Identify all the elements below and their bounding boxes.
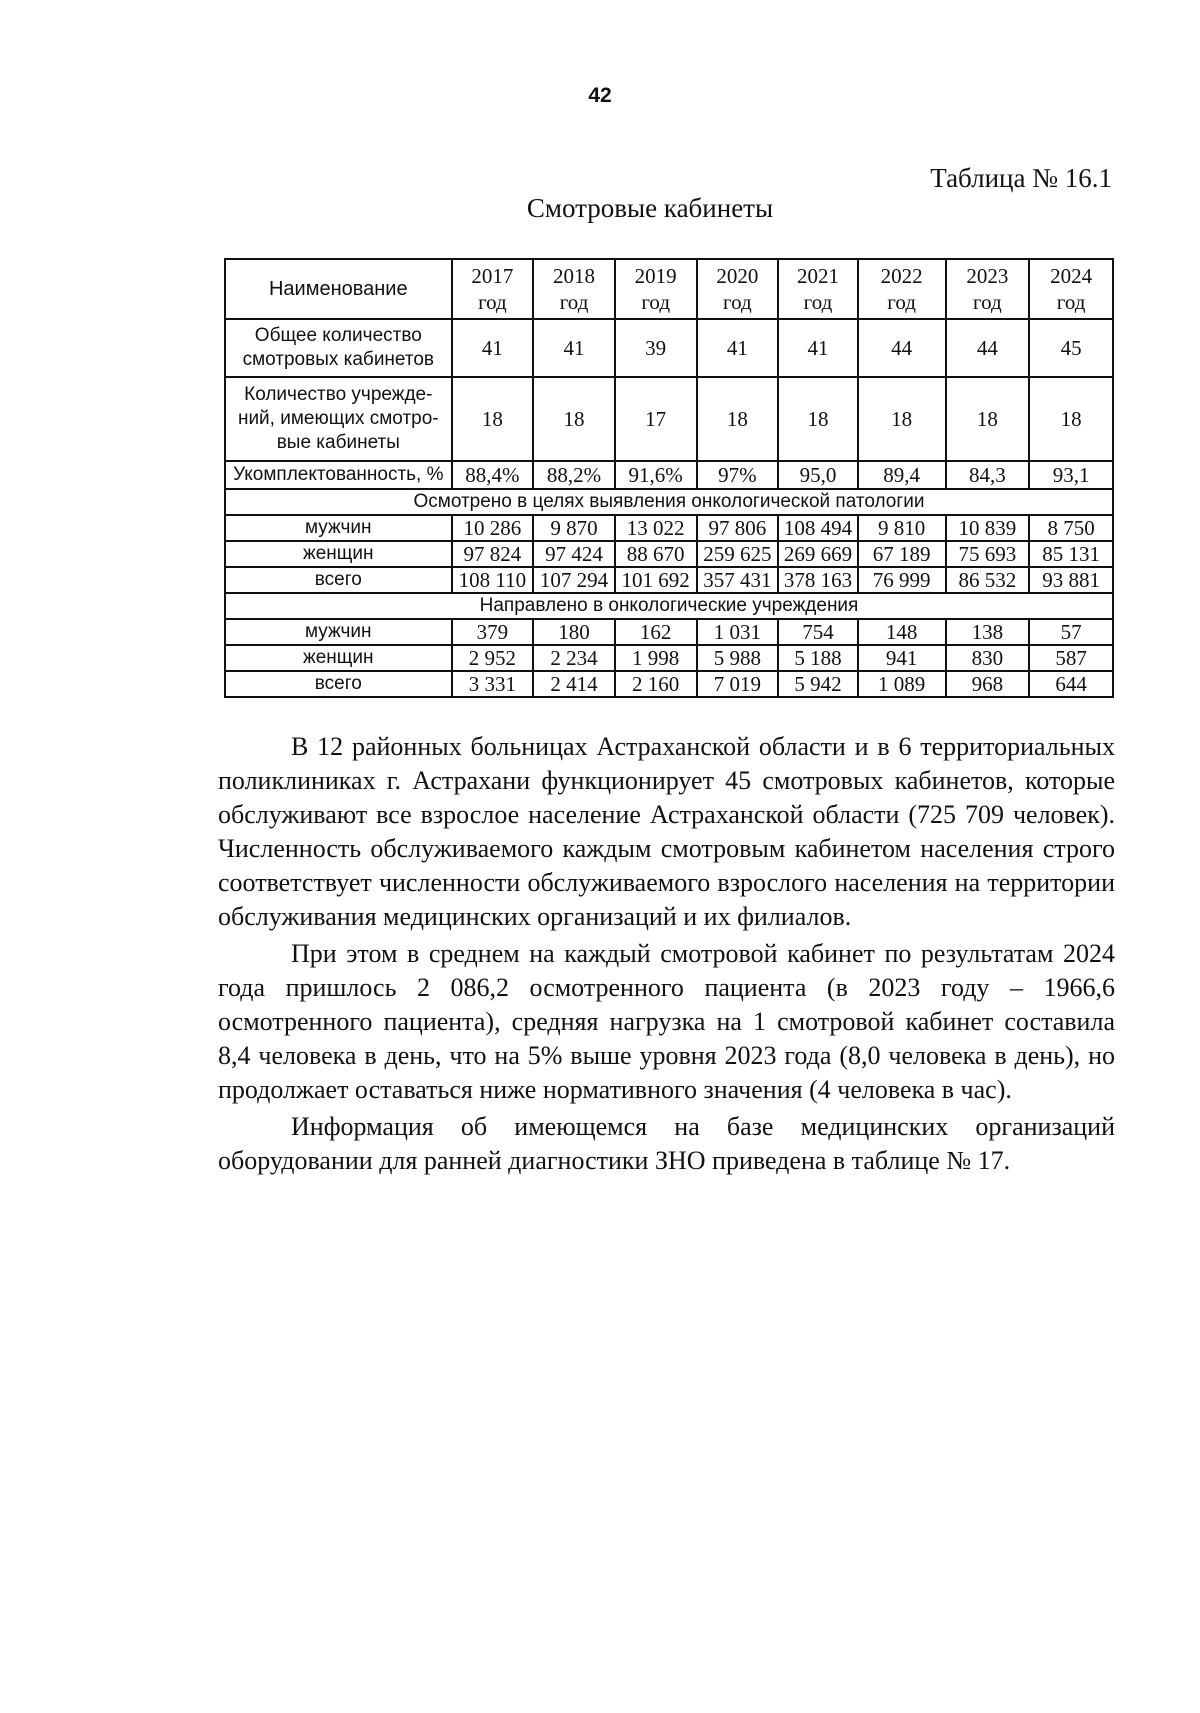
table-cell: 1 031	[697, 619, 779, 645]
table-cell: 57	[1029, 619, 1113, 645]
table-cell: 378 163	[778, 567, 858, 593]
table-cell: 91,6%	[615, 461, 697, 489]
table-cell: 13 022	[615, 515, 697, 541]
table-cell: 76 999	[858, 567, 946, 593]
column-header-year	[697, 259, 779, 319]
year-label: 2024	[1050, 264, 1093, 288]
table-row	[225, 461, 1113, 489]
column-header-year	[533, 259, 615, 319]
table-row	[225, 671, 1113, 697]
table-row	[225, 541, 1113, 567]
year-unit: год	[1056, 290, 1086, 314]
table-cell: 86 532	[946, 567, 1030, 593]
year-unit: год	[641, 290, 671, 314]
table-cell: 5 988	[697, 645, 779, 671]
table-cell: 88,4%	[452, 461, 534, 489]
table-cell: 101 692	[615, 567, 697, 593]
row-label: Количество учрежде-ний, имеющих смотро-вые кабинеты	[225, 377, 452, 461]
table-row	[225, 567, 1113, 593]
row-label: мужчин	[225, 619, 452, 645]
table-cell: 41	[778, 319, 858, 377]
table-cell: 10 286	[452, 515, 534, 541]
year-label: 2023	[966, 264, 1009, 288]
row-label: всего	[225, 671, 452, 697]
table-cell: 18	[1029, 377, 1113, 461]
year-label: 2021	[796, 264, 839, 288]
table-cell: 357 431	[697, 567, 779, 593]
table-cell: 180	[533, 619, 615, 645]
table-cell: 587	[1029, 645, 1113, 671]
table-cell: 644	[1029, 671, 1113, 697]
row-label: мужчин	[225, 515, 452, 541]
column-header-name: Наименование	[225, 259, 452, 319]
table-row	[225, 645, 1113, 671]
table-title: Смотровые кабинеты	[526, 193, 774, 223]
paragraph: Информация об имеющемся на базе медицинских организаций оборудовании для ранней диагностики ЗНО приведена в таблице № 17.	[218, 1112, 1115, 1175]
table-cell: 107 294	[533, 567, 615, 593]
table-cell: 97 824	[452, 541, 534, 567]
table-cell: 45	[1029, 319, 1113, 377]
table-cell: 41	[533, 319, 615, 377]
table-cell: 148	[858, 619, 946, 645]
table-row	[225, 515, 1113, 541]
year-unit: год	[887, 290, 916, 314]
table-cell: 1 998	[615, 645, 697, 671]
table-row	[225, 319, 1113, 377]
table-cell: 97 424	[533, 541, 615, 567]
column-header-year	[946, 259, 1030, 319]
table-cell: 17	[615, 377, 697, 461]
table-cell: 138	[946, 619, 1030, 645]
table-cell: 18	[946, 377, 1030, 461]
table-cell: 44	[946, 319, 1030, 377]
screening-rooms-table	[224, 258, 1114, 698]
table-cell: 2 414	[533, 671, 615, 697]
year-label: 2019	[634, 264, 677, 288]
table-cell: 7 019	[697, 671, 779, 697]
year-unit: год	[559, 290, 589, 314]
table-cell: 2 952	[452, 645, 534, 671]
year-unit: год	[803, 290, 833, 314]
table-cell: 259 625	[697, 541, 779, 567]
column-header-year	[1029, 259, 1113, 319]
table-cell: 18	[533, 377, 615, 461]
table-cell: 41	[697, 319, 779, 377]
column-header-year	[452, 259, 534, 319]
table-row	[225, 377, 1113, 461]
row-label: женщин	[225, 541, 452, 567]
table-cell: 754	[778, 619, 858, 645]
year-label: 2020	[716, 264, 759, 288]
table-cell: 67 189	[858, 541, 946, 567]
year-unit: год	[722, 290, 752, 314]
table-body	[225, 259, 1113, 697]
table-cell: 5 188	[778, 645, 858, 671]
table-cell: 84,3	[946, 461, 1030, 489]
table-cell: 9 870	[533, 515, 615, 541]
body-text	[218, 730, 1115, 1178]
table-cell: 93 881	[1029, 567, 1113, 593]
table-cell: 44	[858, 319, 946, 377]
table-cell: 93,1	[1029, 461, 1113, 489]
row-label: Укомплектованность, %	[225, 461, 452, 489]
row-label: женщин	[225, 645, 452, 671]
table-cell: 9 810	[858, 515, 946, 541]
paragraph: В 12 районных больницах Астраханской области и в 6 территориальных поликлиниках г. Астрахани функционирует 45 смотровых кабинетов, которые обслуживают все взрослое население Астраханской области (725 709 человек). Численность обслуживаемого каждым смотровым кабинетом населения строго соответствует численности обслуживаемого взрослого населения на территории обслуживания медицинских организаций и их филиалов.	[218, 732, 1115, 931]
table-cell: 18	[452, 377, 534, 461]
year-unit: год	[478, 290, 507, 314]
table-cell: 41	[452, 319, 534, 377]
table-cell: 85 131	[1029, 541, 1113, 567]
section-heading: Осмотрено в целях выявления онкологической патологии	[225, 489, 1113, 515]
table-label: Таблица № 16.1	[930, 163, 1112, 193]
year-label: 2018	[553, 264, 596, 288]
row-label: всего	[225, 567, 452, 593]
row-label: Общее количество смотровых кабинетов	[225, 319, 452, 377]
table-cell: 8 750	[1029, 515, 1113, 541]
column-header-year	[615, 259, 697, 319]
table-cell: 18	[858, 377, 946, 461]
table-cell: 379	[452, 619, 534, 645]
table-cell: 2 234	[533, 645, 615, 671]
table-cell: 39	[615, 319, 697, 377]
table-cell: 3 331	[452, 671, 534, 697]
table-row	[225, 619, 1113, 645]
table-cell: 88 670	[615, 541, 697, 567]
table-cell: 1 089	[858, 671, 946, 697]
paragraph: При этом в среднем на каждый смотровой кабинет по результатам 2024 года пришлось 2 086,2 осмотренного пациента (в 2023 году – 1966,6 осмотренного пациента), средняя нагрузка на 1 смотровой кабинет составила 8,4 человека в день, что на 5% выше уровня 2023 года (8,0 человека в день), но продолжает оставаться ниже нормативного значения (4 человека в час).	[218, 939, 1115, 1104]
table-cell: 941	[858, 645, 946, 671]
table-cell: 108 494	[778, 515, 858, 541]
table-cell: 18	[778, 377, 858, 461]
table-cell: 162	[615, 619, 697, 645]
table-cell: 968	[946, 671, 1030, 697]
year-unit: год	[973, 290, 1002, 314]
table-cell: 830	[946, 645, 1030, 671]
table-cell: 88,2%	[533, 461, 615, 489]
table-cell: 2 160	[615, 671, 697, 697]
year-label: 2022	[880, 264, 923, 288]
page-number: 42	[588, 84, 612, 107]
section-row	[225, 489, 1113, 515]
section-row	[225, 593, 1113, 619]
column-header-year	[858, 259, 946, 319]
table-cell: 108 110	[452, 567, 534, 593]
table-cell: 75 693	[946, 541, 1030, 567]
year-label: 2017	[471, 264, 514, 288]
table-cell: 97 806	[697, 515, 779, 541]
table-cell: 5 942	[778, 671, 858, 697]
table-cell: 89,4	[858, 461, 946, 489]
table-cell: 269 669	[778, 541, 858, 567]
column-header-year	[778, 259, 858, 319]
table-header-row	[225, 259, 1113, 319]
table-cell: 95,0	[778, 461, 858, 489]
section-heading: Направлено в онкологические учреждения	[225, 593, 1113, 619]
table-cell: 97%	[697, 461, 779, 489]
table-cell: 10 839	[946, 515, 1030, 541]
table-cell: 18	[697, 377, 779, 461]
